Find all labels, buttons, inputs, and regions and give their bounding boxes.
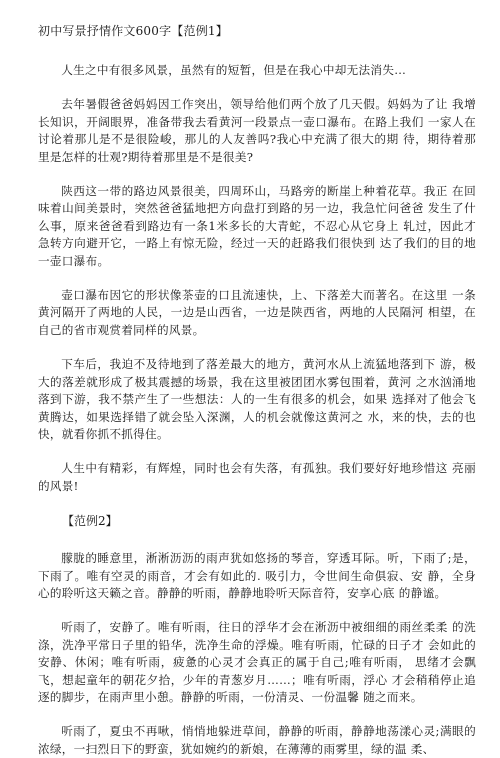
paragraph: 人生之中有很多风景，虽然有的短暂，但是在我心中却无法消失…	[61, 63, 407, 77]
paragraph: 听雨了，夏虫不再啾，悄悄地躲进草间，静静的听雨，静静地荡漾心灵;满眼的浓绿，一扫烈日下的野蛮，犹如婉约的新娘，在薄薄的雨雾里，绿的温 柔、	[38, 724, 476, 756]
paragraph: 人生中有精彩，有辉煌，同时也会有失落，有孤独。我们要好好地珍惜这 亮丽的风景!	[38, 461, 476, 493]
example1-section	[38, 62, 476, 495]
example2-section	[38, 512, 476, 758]
paragraph: 听雨了，安静了。唯有听雨，往日的浮华才会在淅沥中被细细的雨丝柔柔 的洗涤，洗净平常日子里的铅华，洗净生命的浮燥。唯有听雨，忙碌的日子才 会如此的安静、休闲；唯有听雨，疲惫的心灵才会真正的属于自己;唯有听雨， 思绪才会飘飞，想起童年的朝花夕拾，少年的青葱岁月……；唯有听雨，浮心 才会稍稍停止追逐的脚步，在雨声里小憩。静静的听雨，一份清灵、一份温馨 随之而来。	[38, 620, 476, 704]
paragraph: 壶口瀑布因它的形状像茶壶的口且流速快，上、下落差大而著名。在这里 一条黄河隔开了两地的人民，一边是山西省，一边是陕西省，两地的人民隔河 相望，在自己的省市观赏着同样的风景。	[38, 288, 476, 337]
document-title: 初中写景抒情作文600字【范例1】	[38, 24, 228, 38]
paragraph: 朦胧的睡意里，淅淅沥沥的雨声犹如悠扬的琴音，穿透耳际。听，下雨了;是，下雨了。唯有空灵的雨音，才会有如此的. 吸引力，令世间生命俱寂、安 静，全身心的聆听这天籁之音。静静的听雨，静静地聆听天际音符，安享心底 的静谧。	[38, 551, 476, 600]
paragraph: 陕西这一带的路边风景很美，四周环山，马路旁的断崖上种着花草。我正 在回味着山间美景时，突然爸爸猛地把方向盘打到路的另一边，我急忙问爸爸 发生了什么事，原来爸爸看到路边有一条1米多长的大青蛇，不忍心从它身上 轧过，因此才急转方向避开它，一路上有惊无险，经过一天的赶路我们很快到 达了我们的目的地一壶口瀑布。	[38, 184, 476, 268]
paragraph: 去年暑假爸爸妈妈因工作突出，领导给他们两个放了几天假。妈妈为了让 我增长知识，开阔眼界，准备带我去看黄河一段景点一壶口瀑布。在路上我们 一家人在讨论着那儿是不是很险峻，那儿的人友善吗?我心中充满了很大的期 待，期待着那里是怎样的壮观?期待着那里是不是很美?	[38, 97, 476, 164]
paragraph: 下车后，我迫不及待地到了落差最大的地方，黄河水从上流猛地落到下 游，极大的落差就形成了极其震撼的场景，我在这里被团团水雾包围着，黄河 之水汹涌地落到下游，我不禁产生了一些想法：人的一生有很多的机会，如果 选择对了他会飞黄腾达，如果选择错了就会坠入深渊，人的机会就像这黄河之 水，来的快，去的也快，就看你抓不抓得住。	[38, 357, 476, 441]
section-heading: 【范例2】	[62, 514, 118, 529]
